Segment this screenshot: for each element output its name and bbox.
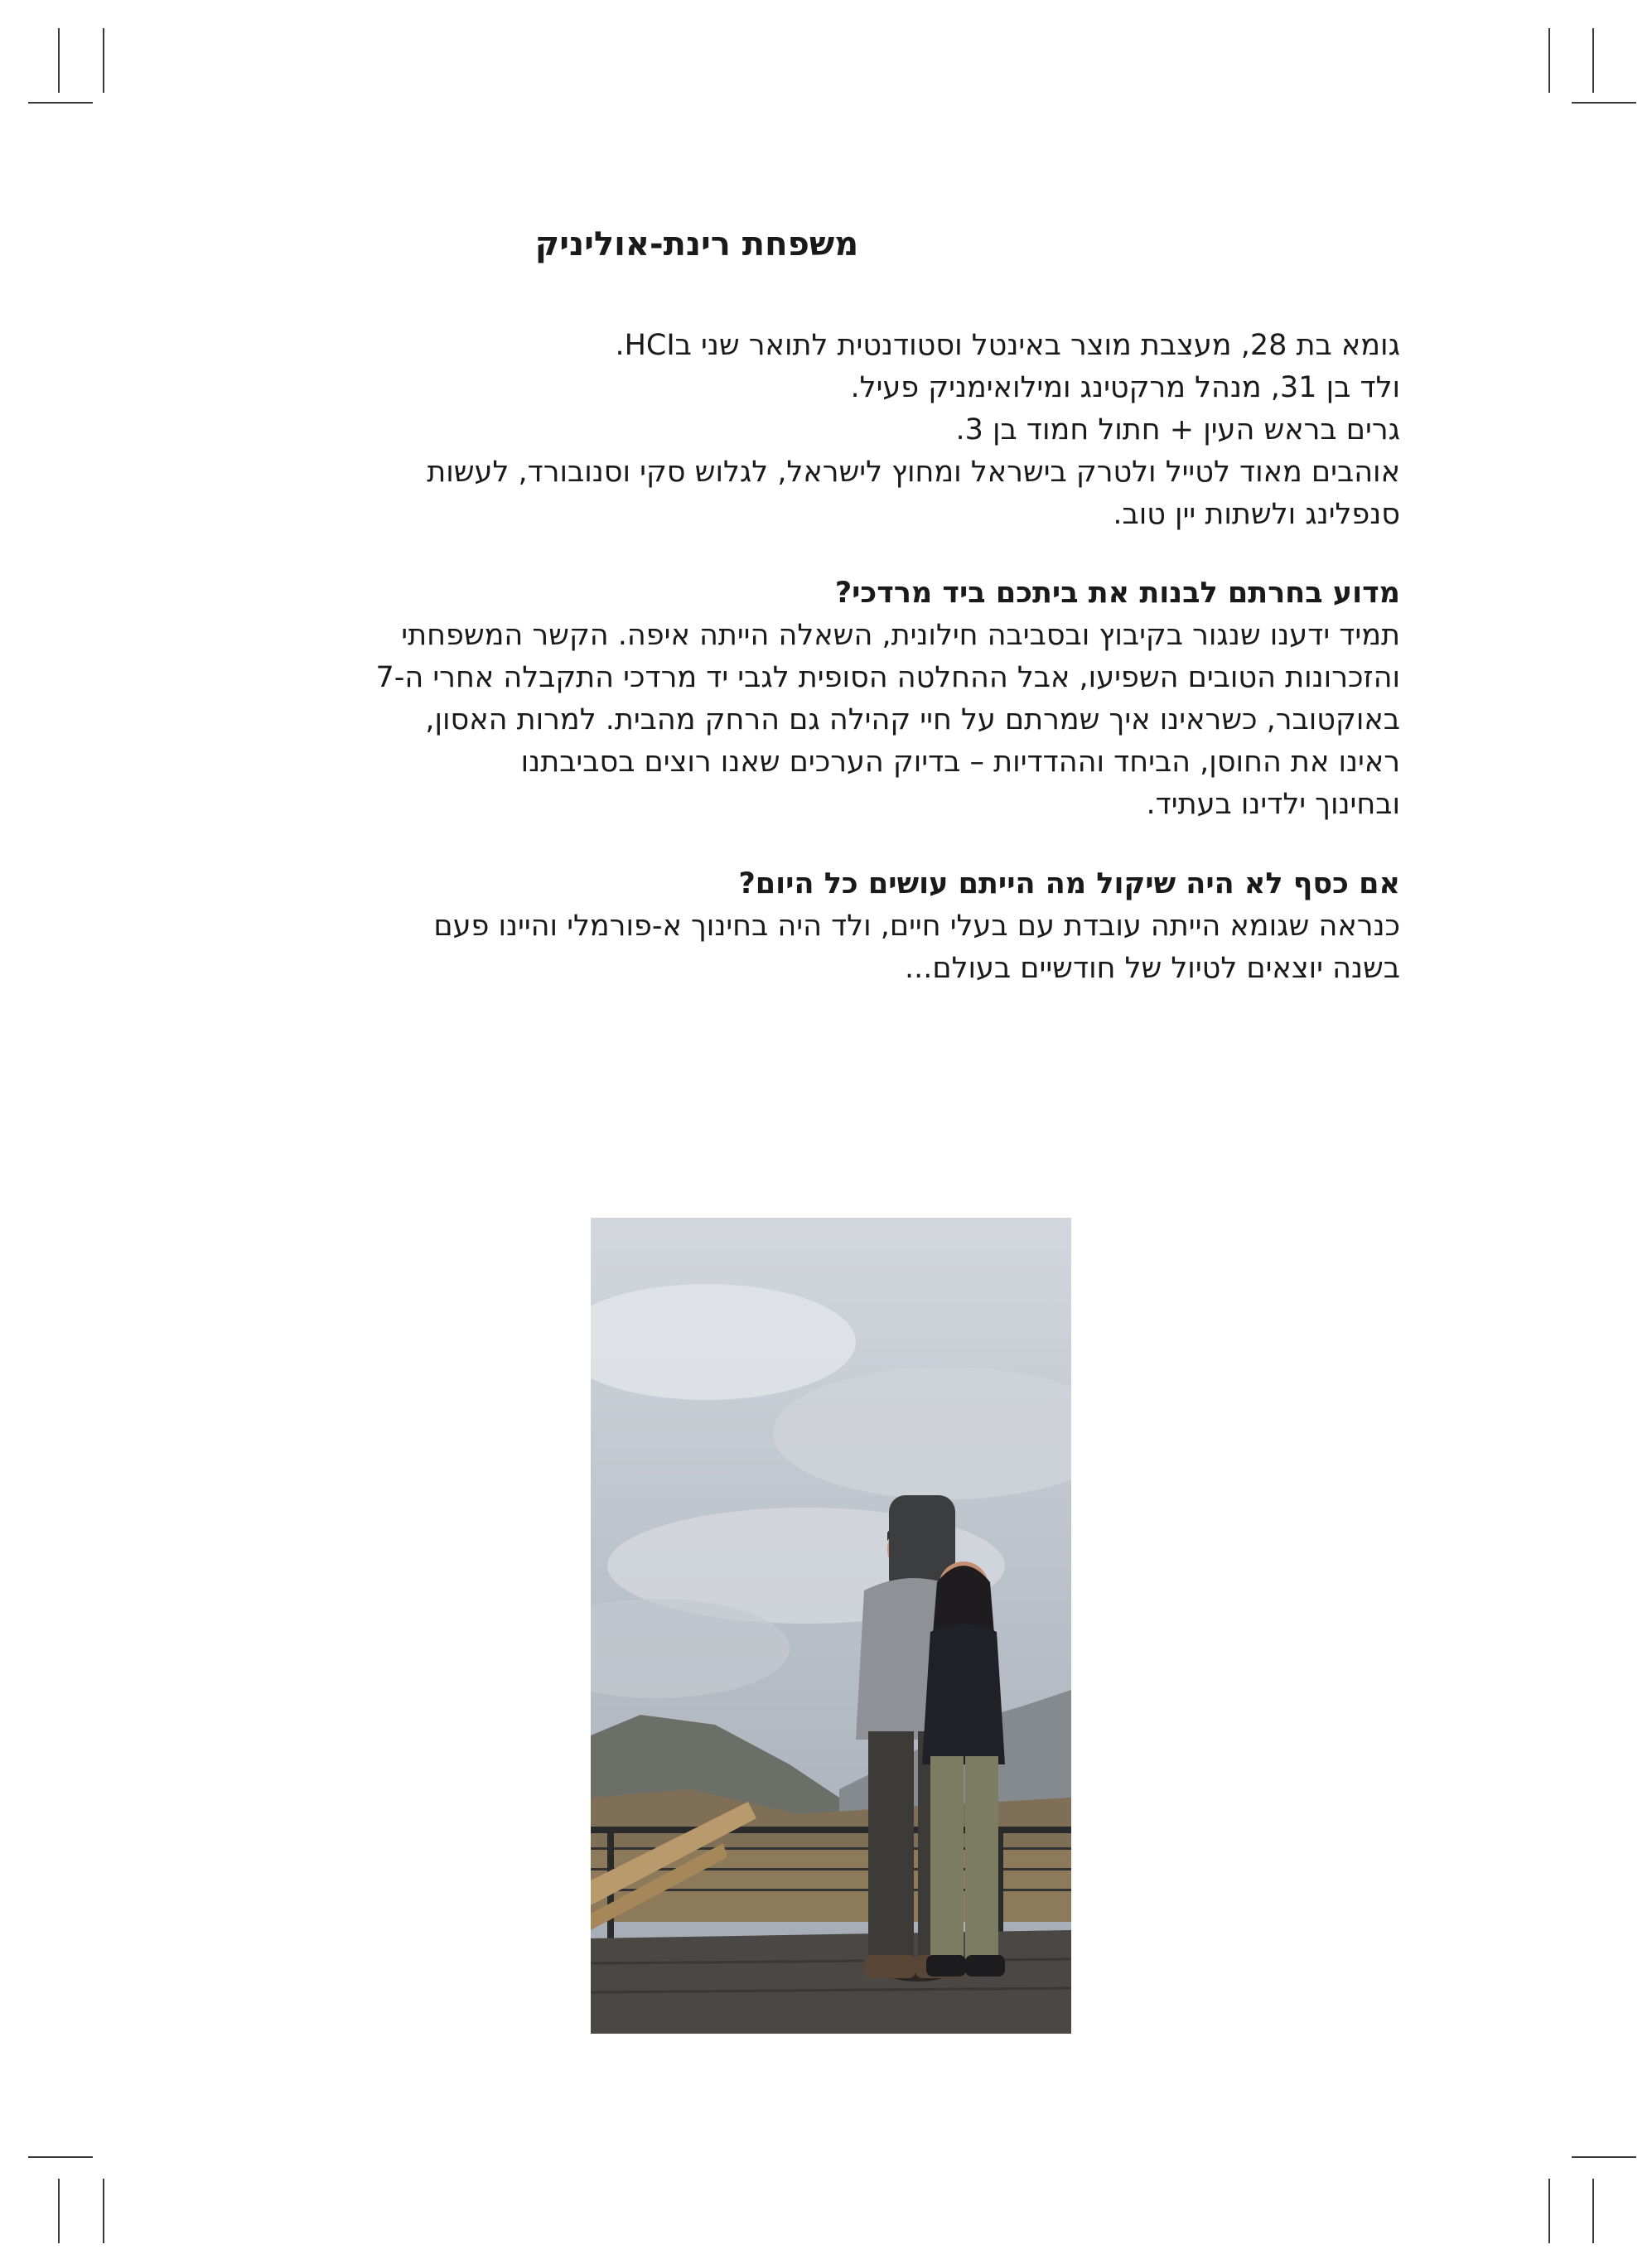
intro-line: סנפלינג ולשתות יין טוב. <box>1113 498 1400 531</box>
answer-line: והזכרונות הטובים השפיעו, אבל ההחלטה הסופית לגבי יד מרדכי התקבלה אחרי ה-7 <box>375 661 1400 694</box>
section-question: אם כסף לא היה שיקול מה הייתם עושים כל היום? <box>738 867 1400 900</box>
crop-mark <box>1592 2179 1594 2243</box>
crop-mark <box>28 2156 93 2158</box>
photo-illustration <box>591 1218 1071 2034</box>
crop-mark <box>1572 102 1636 104</box>
crop-mark <box>1548 28 1550 93</box>
answer-line: ובחינוך ילדינו בעתיד. <box>1146 788 1400 821</box>
crop-mark <box>28 102 93 104</box>
answer-line: כנראה שגומא הייתה עובדת עם בעלי חיים, ולד היה בחינוך א-פורמלי והיינו פעם <box>433 910 1400 943</box>
crop-mark <box>1572 2156 1636 2158</box>
qa-section <box>240 572 1400 826</box>
answer-line: ראינו את החוסן, הביחד וההדדיות – בדיוק הערכים שאנו רוצים בסביבתנו <box>520 746 1400 779</box>
answer-line: בשנה יוצאים לטיול של חודשיים בעולם... <box>904 952 1400 985</box>
crop-mark <box>58 28 60 93</box>
intro-line: גומא בת 28, מעצבת מוצר באינטל וסטודנטית לתואר שני בHCI. <box>615 329 1400 362</box>
crop-mark <box>103 28 104 93</box>
crop-mark <box>1592 28 1594 93</box>
intro-line: גרים בראש העין + חתול חמוד בן 3. <box>955 413 1400 446</box>
crop-mark <box>58 2179 60 2243</box>
qa-section <box>240 863 1400 990</box>
crop-mark <box>1548 2179 1550 2243</box>
page-title: משפחת רינת-אוליניק <box>534 225 859 263</box>
intro-paragraph <box>240 325 1400 536</box>
intro-line: ולד בן 31, מנהל מרקטינג ומילואימניק פעיל. <box>850 371 1400 404</box>
crop-mark <box>103 2179 104 2243</box>
family-photo <box>591 1218 1071 2034</box>
answer-line: תמיד ידענו שנגור בקיבוץ ובסביבה חילונית, השאלה הייתה איפה. הקשר המשפחתי <box>401 619 1400 652</box>
section-question: מדוע בחרתם לבנות את ביתכם ביד מרדכי? <box>834 577 1400 610</box>
answer-line: באוקטובר, כשראינו איך שמרתם על חיי קהילה גם הרחק מהבית. למרות האסון, <box>425 703 1400 736</box>
intro-line: אוהבים מאוד לטייל ולטרק בישראל ומחוץ לישראל, לגלוש סקי וסנובורד, לעשות <box>427 456 1400 489</box>
